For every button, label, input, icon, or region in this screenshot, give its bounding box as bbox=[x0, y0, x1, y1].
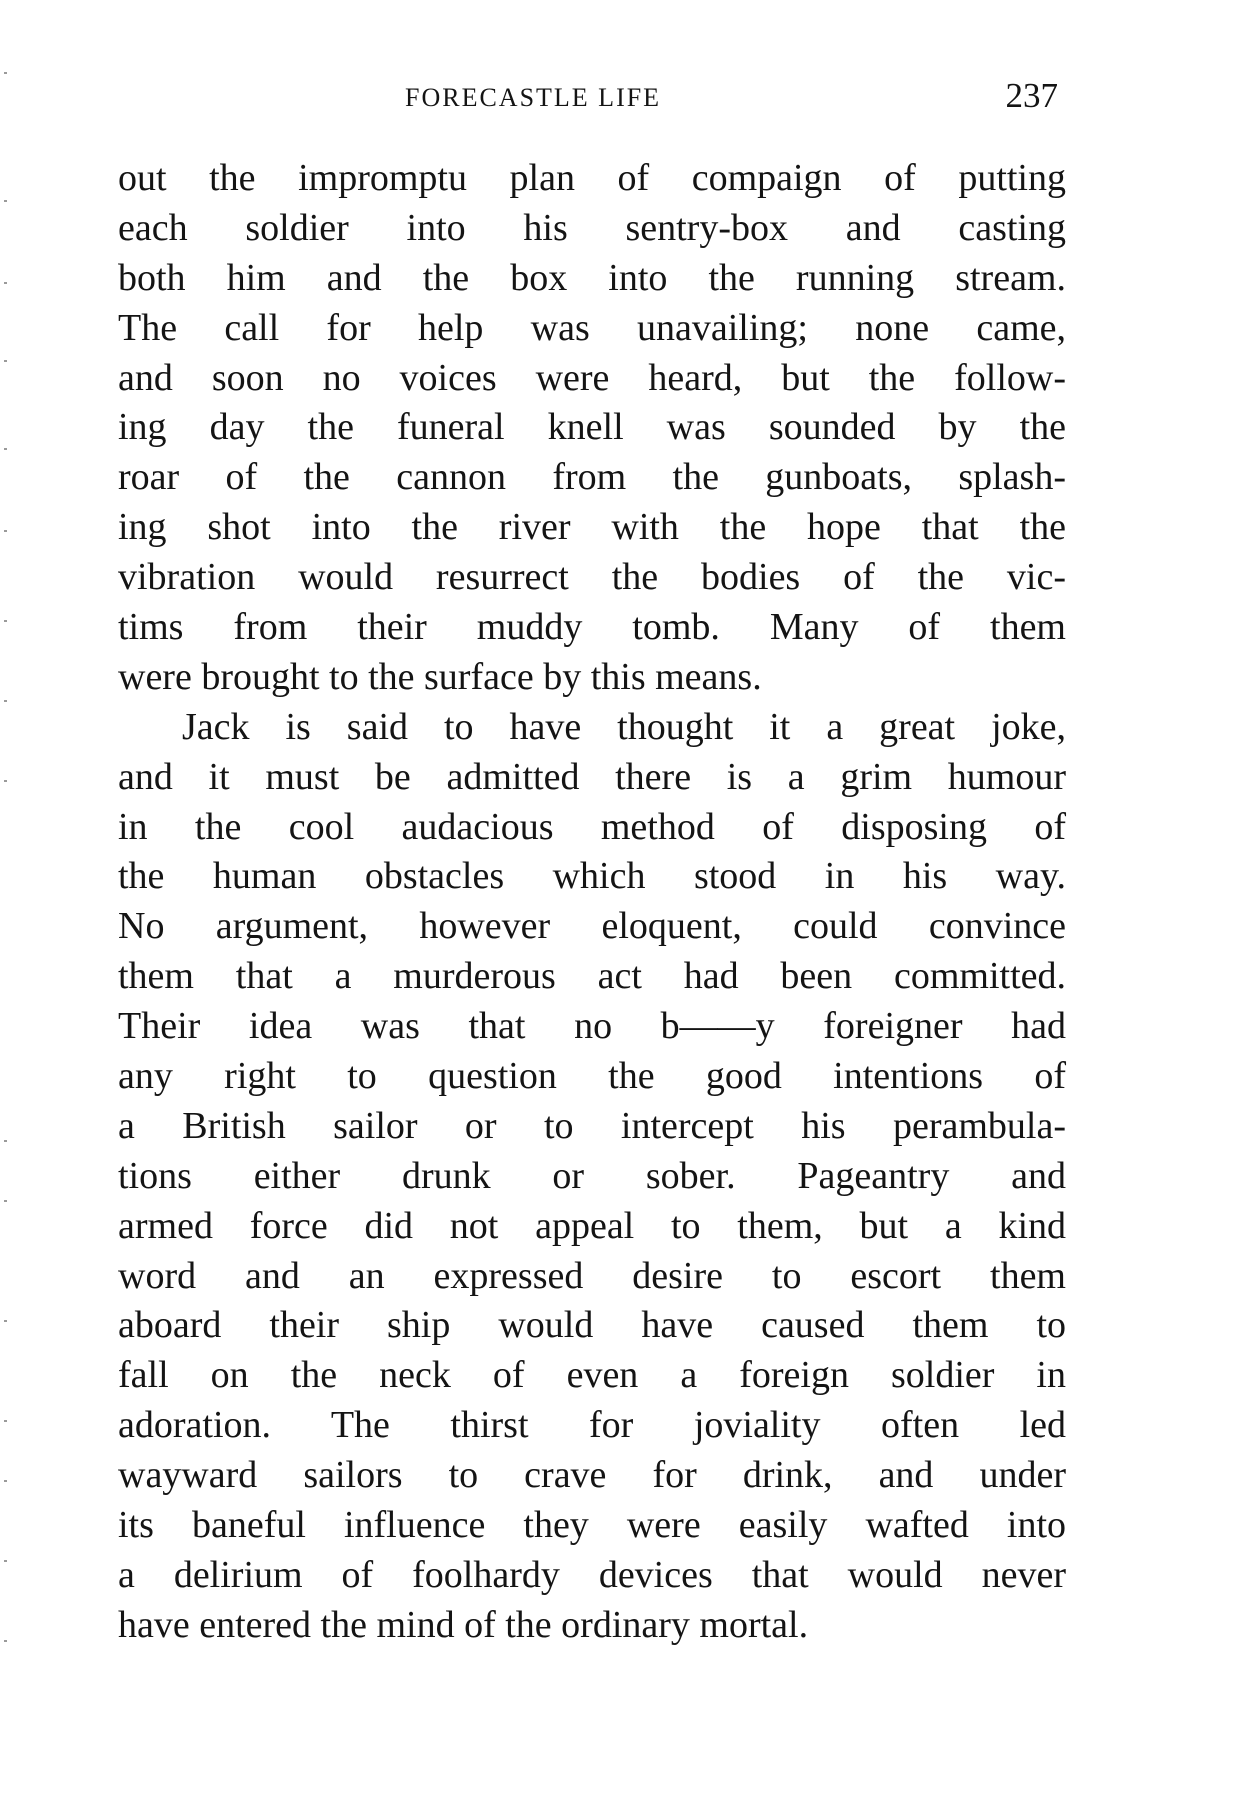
text-line: were brought to the surface by this means. bbox=[118, 655, 762, 698]
text-line: armed force did not appeal to them, but a kind bbox=[118, 1204, 1066, 1247]
running-head bbox=[118, 78, 1058, 118]
text-line: aboard their ship would have caused them to bbox=[118, 1304, 1066, 1347]
text-line: any right to question the good intentions of bbox=[118, 1055, 1066, 1098]
text-line: its baneful influence they were easily wafted into bbox=[118, 1504, 1066, 1547]
page-number: 237 bbox=[1005, 76, 1058, 115]
paragraph bbox=[118, 703, 1066, 1651]
text-line: and soon no voices were heard, but the follow- bbox=[118, 356, 1066, 399]
binding-edge-marks bbox=[4, 60, 12, 1700]
text-line: out the impromptu plan of compaign of putting bbox=[118, 157, 1066, 199]
running-title: FORECASTLE LIFE bbox=[405, 83, 662, 112]
text-line: vibration would resurrect the bodies of the vic- bbox=[118, 556, 1066, 599]
text-line: have entered the mind of the ordinary mortal. bbox=[118, 1603, 809, 1646]
text-line: wayward sailors to crave for drink, and under bbox=[118, 1454, 1066, 1497]
text-line: ing day the funeral knell was sounded by the bbox=[118, 406, 1066, 449]
body-text bbox=[118, 154, 1066, 1651]
text-line: both him and the box into the running stream. bbox=[118, 256, 1066, 299]
text-line: a delirium of foolhardy devices that would never bbox=[118, 1553, 1066, 1596]
text-line: Their idea was that no b——y foreigner had bbox=[118, 1005, 1066, 1048]
text-line: Jack is said to have thought it a great joke, bbox=[182, 705, 1066, 748]
text-line: The call for help was unavailing; none came, bbox=[118, 306, 1066, 349]
text-line: roar of the cannon from the gunboats, splash- bbox=[118, 456, 1066, 499]
text-line: tions either drunk or sober. Pageantry and bbox=[118, 1154, 1066, 1197]
text-line: fall on the neck of even a foreign soldier in bbox=[118, 1354, 1066, 1397]
text-line: each soldier into his sentry-box and casting bbox=[118, 206, 1066, 249]
text-line: No argument, however eloquent, could convince bbox=[118, 905, 1066, 948]
text-line: tims from their muddy tomb. Many of them bbox=[118, 606, 1066, 649]
text-line: word and an expressed desire to escort them bbox=[118, 1254, 1066, 1297]
text-line: adoration. The thirst for joviality often led bbox=[118, 1404, 1066, 1447]
text-line: them that a murderous act had been committed. bbox=[118, 955, 1066, 998]
text-line: a British sailor or to intercept his perambula- bbox=[118, 1104, 1066, 1147]
text-line: and it must be admitted there is a grim humour bbox=[118, 755, 1066, 798]
paragraph bbox=[118, 154, 1066, 703]
text-line: the human obstacles which stood in his way. bbox=[118, 855, 1066, 898]
text-line: in the cool audacious method of disposing of bbox=[118, 805, 1066, 848]
text-line: ing shot into the river with the hope that the bbox=[118, 506, 1066, 549]
